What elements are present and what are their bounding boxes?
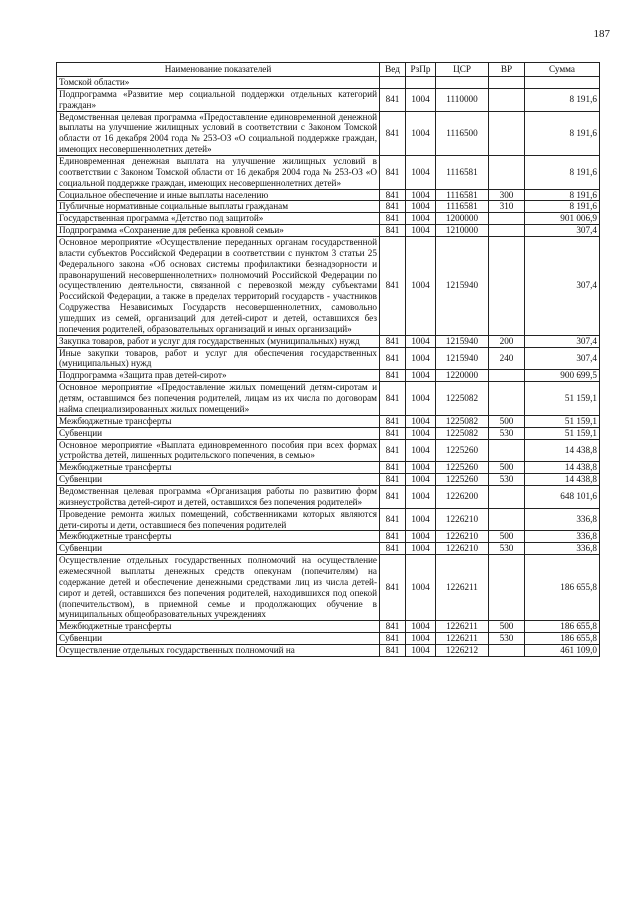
cell-csr: 1225082: [436, 427, 489, 439]
table-body: [57, 77, 600, 657]
cell-rzpr: 1004: [406, 347, 436, 370]
cell-name: Ведомственная целевая программа «Организация работы по развитию форм жизнеустройства детей-сирот и детей, оставшихся без попечения родителей»: [57, 485, 380, 508]
cell-name: Подпрограмма «Сохранение для ребенка кровной семьи»: [57, 225, 380, 237]
cell-sum: 336,8: [525, 508, 600, 531]
cell-name: Основное мероприятие «Выплата единовременного пособия при всех формах устройства детей, лишенных родительского попечения, в семью»: [57, 439, 380, 462]
cell-csr: 1116581: [436, 189, 489, 201]
cell-sum: 307,4: [525, 335, 600, 347]
cell-sum: 51 159,1: [525, 427, 600, 439]
cell-ved: 841: [380, 382, 406, 416]
cell-vr: [489, 485, 525, 508]
cell-name: Публичные нормативные социальные выплаты гражданам: [57, 201, 380, 213]
cell-name: Единовременная денежная выплата на улучшение жилищных условий в соответствии с Законом Томской области от 16 декабря 2004 года № 253-ОЗ «О социальной поддержке граждан, имеющих несовершеннолетних детей»: [57, 156, 380, 190]
table-row: [57, 156, 600, 190]
table-row: [57, 225, 600, 237]
table-row: [57, 474, 600, 486]
header-sum: Сумма: [525, 63, 600, 77]
cell-ved: 841: [380, 335, 406, 347]
header-csr: ЦСР: [436, 63, 489, 77]
cell-name: Субвенции: [57, 633, 380, 645]
cell-csr: 1225082: [436, 382, 489, 416]
cell-rzpr: 1004: [406, 508, 436, 531]
cell-vr: 200: [489, 335, 525, 347]
table-row: [57, 543, 600, 555]
table-row: [57, 415, 600, 427]
cell-csr: 1116500: [436, 111, 489, 155]
header-vr: ВР: [489, 63, 525, 77]
cell-csr: 1220000: [436, 370, 489, 382]
cell-rzpr: 1004: [406, 439, 436, 462]
cell-ved: 841: [380, 225, 406, 237]
cell-csr: 1226210: [436, 543, 489, 555]
cell-csr: 1210000: [436, 225, 489, 237]
cell-name: Государственная программа «Детство под защитой»: [57, 213, 380, 225]
cell-rzpr: 1004: [406, 543, 436, 555]
cell-csr: 1226211: [436, 621, 489, 633]
cell-sum: 8 191,6: [525, 111, 600, 155]
cell-rzpr: 1004: [406, 427, 436, 439]
cell-vr: [489, 508, 525, 531]
table-row: [57, 555, 600, 621]
cell-ved: 841: [380, 415, 406, 427]
table-header: [57, 63, 600, 77]
cell-rzpr: 1004: [406, 462, 436, 474]
cell-rzpr: 1004: [406, 382, 436, 416]
cell-sum: 14 438,8: [525, 474, 600, 486]
cell-rzpr: 1004: [406, 474, 436, 486]
cell-name: Подпрограмма «Защита прав детей-сирот»: [57, 370, 380, 382]
cell-rzpr: 1004: [406, 415, 436, 427]
cell-csr: 1215940: [436, 237, 489, 336]
cell-name: Субвенции: [57, 427, 380, 439]
cell-ved: 841: [380, 111, 406, 155]
cell-rzpr: 1004: [406, 531, 436, 543]
cell-name: Томской области»: [57, 77, 380, 89]
cell-ved: 841: [380, 189, 406, 201]
cell-vr: [489, 156, 525, 190]
cell-sum: 186 655,8: [525, 633, 600, 645]
cell-rzpr: 1004: [406, 88, 436, 111]
cell-rzpr: 1004: [406, 156, 436, 190]
cell-sum: 8 191,6: [525, 189, 600, 201]
cell-vr: 530: [489, 633, 525, 645]
cell-sum: 51 159,1: [525, 415, 600, 427]
table-row: [57, 508, 600, 531]
cell-ved: 841: [380, 543, 406, 555]
cell-csr: 1116581: [436, 156, 489, 190]
cell-rzpr: 1004: [406, 485, 436, 508]
header-rzpr: РзПр: [406, 63, 436, 77]
cell-sum: 461 109,0: [525, 644, 600, 656]
cell-vr: [489, 439, 525, 462]
cell-sum: 307,4: [525, 225, 600, 237]
table-row: [57, 335, 600, 347]
cell-sum: 648 101,6: [525, 485, 600, 508]
cell-rzpr: 1004: [406, 633, 436, 645]
cell-rzpr: 1004: [406, 189, 436, 201]
cell-ved: [380, 77, 406, 89]
cell-rzpr: 1004: [406, 335, 436, 347]
cell-vr: 300: [489, 189, 525, 201]
cell-csr: [436, 77, 489, 89]
cell-vr: 500: [489, 621, 525, 633]
cell-csr: 1226210: [436, 531, 489, 543]
cell-name: Проведение ремонта жилых помещений, собственниками которых являются дети-сироты и дети, оставшиеся без попечения родителей: [57, 508, 380, 531]
cell-sum: 14 438,8: [525, 462, 600, 474]
cell-name: Иные закупки товаров, работ и услуг для обеспечения государственных (муниципальных) нужд: [57, 347, 380, 370]
cell-ved: 841: [380, 462, 406, 474]
cell-csr: 1226212: [436, 644, 489, 656]
cell-sum: 901 006,9: [525, 213, 600, 225]
cell-sum: 336,8: [525, 531, 600, 543]
cell-csr: 1226211: [436, 633, 489, 645]
table-row: [57, 347, 600, 370]
cell-ved: 841: [380, 439, 406, 462]
cell-rzpr: 1004: [406, 370, 436, 382]
cell-ved: 841: [380, 474, 406, 486]
table-row: [57, 213, 600, 225]
cell-ved: 841: [380, 633, 406, 645]
table-row: [57, 462, 600, 474]
cell-rzpr: 1004: [406, 621, 436, 633]
cell-csr: 1226211: [436, 555, 489, 621]
table-row: [57, 201, 600, 213]
cell-csr: 1225260: [436, 462, 489, 474]
cell-rzpr: 1004: [406, 237, 436, 336]
cell-ved: 841: [380, 427, 406, 439]
cell-ved: 841: [380, 531, 406, 543]
cell-sum: 8 191,6: [525, 156, 600, 190]
table-row: [57, 644, 600, 656]
cell-name: Закупка товаров, работ и услуг для государственных (муниципальных) нужд: [57, 335, 380, 347]
cell-rzpr: 1004: [406, 213, 436, 225]
cell-ved: 841: [380, 508, 406, 531]
cell-vr: 310: [489, 201, 525, 213]
table-row: [57, 427, 600, 439]
cell-sum: 8 191,6: [525, 88, 600, 111]
cell-csr: 1215940: [436, 335, 489, 347]
cell-vr: 530: [489, 543, 525, 555]
cell-name: Ведомственная целевая программа «Предоставление единовременной денежной выплаты на улучшение жилищных условий в соответствии с Законом Томской области от 16 декабря 2004 года № 253-ОЗ «О социальной поддержке граждан, имеющих несовершеннолетних детей»: [57, 111, 380, 155]
cell-name: Межбюджетные трансферты: [57, 415, 380, 427]
cell-name: Осуществление отдельных государственных полномочий на осуществление ежемесячной выплаты денежных средств опекунам (попечителям) на содержание детей и обеспечение денежными средствами лиц из числа детей-сирот и детей, оставшихся без попечения родителей, находившихся под опекой (попечительством), в приемной семье и продолжающих обучение в муниципальных общеобразовательных учреждениях: [57, 555, 380, 621]
cell-vr: [489, 88, 525, 111]
cell-ved: 841: [380, 485, 406, 508]
cell-vr: 240: [489, 347, 525, 370]
cell-name: Межбюджетные трансферты: [57, 621, 380, 633]
cell-sum: 8 191,6: [525, 201, 600, 213]
cell-name: Основное мероприятие «Осуществление переданных органам государственной власти субъектов Российской Федерации в соответствии с пунктом 3 статьи 25 Федерального закона «Об основах системы профилактики безнадзорности и правонарушений несовершеннолетних» полномочий Российской Федерации по осуществлению деятельности, связанной с перевозкой между субъектами Российской Федерации, а также в пределах территорий государств - участников Содружества Независимых Государств несовершеннолетних, самовольно ушедших из семей, организаций для детей-сирот и детей, оставшихся без попечения родителей, образовательных организаций и иных организаций»: [57, 237, 380, 336]
cell-csr: 1226200: [436, 485, 489, 508]
cell-sum: 336,8: [525, 543, 600, 555]
table-row: [57, 382, 600, 416]
cell-sum: [525, 77, 600, 89]
cell-vr: [489, 382, 525, 416]
table-row: [57, 621, 600, 633]
header-name: Наименование показателей: [57, 63, 380, 77]
cell-vr: 500: [489, 531, 525, 543]
cell-ved: 841: [380, 88, 406, 111]
cell-name: Субвенции: [57, 474, 380, 486]
table-row: [57, 111, 600, 155]
cell-rzpr: 1004: [406, 644, 436, 656]
cell-ved: 841: [380, 213, 406, 225]
cell-ved: 841: [380, 621, 406, 633]
cell-ved: 841: [380, 370, 406, 382]
table-row: [57, 439, 600, 462]
cell-name: Субвенции: [57, 543, 380, 555]
cell-rzpr: 1004: [406, 225, 436, 237]
table-row: [57, 531, 600, 543]
table-row: [57, 237, 600, 336]
budget-table: [56, 62, 600, 657]
table-row: [57, 485, 600, 508]
table-row: [57, 189, 600, 201]
cell-sum: 900 699,5: [525, 370, 600, 382]
cell-ved: 841: [380, 237, 406, 336]
table-row: [57, 633, 600, 645]
cell-name: Межбюджетные трансферты: [57, 531, 380, 543]
cell-vr: [489, 370, 525, 382]
table-row: [57, 88, 600, 111]
cell-name: Основное мероприятие «Предоставление жилых помещений детям-сиротам и детям, оставшимся без попечения родителей, лицам из их числа по договорам найма специализированных жилых помещений»: [57, 382, 380, 416]
cell-vr: 530: [489, 427, 525, 439]
cell-sum: 307,4: [525, 237, 600, 336]
cell-sum: 307,4: [525, 347, 600, 370]
cell-rzpr: 1004: [406, 111, 436, 155]
cell-vr: [489, 644, 525, 656]
table-row: [57, 370, 600, 382]
cell-vr: 500: [489, 415, 525, 427]
cell-sum: 14 438,8: [525, 439, 600, 462]
cell-csr: 1225260: [436, 474, 489, 486]
cell-vr: 500: [489, 462, 525, 474]
cell-name: Социальное обеспечение и иные выплаты населению: [57, 189, 380, 201]
cell-name: Подпрограмма «Развитие мер социальной поддержки отдельных категорий граждан»: [57, 88, 380, 111]
cell-ved: 841: [380, 555, 406, 621]
cell-csr: 1225082: [436, 415, 489, 427]
header-row: [57, 63, 600, 77]
page-number: 187: [593, 28, 610, 40]
cell-vr: [489, 237, 525, 336]
cell-sum: 51 159,1: [525, 382, 600, 416]
cell-ved: 841: [380, 347, 406, 370]
cell-csr: 1110000: [436, 88, 489, 111]
cell-vr: [489, 555, 525, 621]
cell-vr: [489, 77, 525, 89]
cell-csr: 1200000: [436, 213, 489, 225]
cell-vr: 530: [489, 474, 525, 486]
cell-sum: 186 655,8: [525, 555, 600, 621]
table-row: [57, 77, 600, 89]
cell-rzpr: 1004: [406, 555, 436, 621]
header-ved: Вед: [380, 63, 406, 77]
cell-csr: 1226210: [436, 508, 489, 531]
cell-ved: 841: [380, 201, 406, 213]
cell-name: Межбюджетные трансферты: [57, 462, 380, 474]
cell-ved: 841: [380, 156, 406, 190]
cell-name: Осуществление отдельных государственных полномочий на: [57, 644, 380, 656]
cell-ved: 841: [380, 644, 406, 656]
cell-csr: 1116581: [436, 201, 489, 213]
cell-vr: [489, 225, 525, 237]
cell-rzpr: 1004: [406, 201, 436, 213]
cell-vr: [489, 213, 525, 225]
cell-rzpr: [406, 77, 436, 89]
cell-csr: 1225260: [436, 439, 489, 462]
cell-vr: [489, 111, 525, 155]
cell-csr: 1215940: [436, 347, 489, 370]
cell-sum: 186 655,8: [525, 621, 600, 633]
